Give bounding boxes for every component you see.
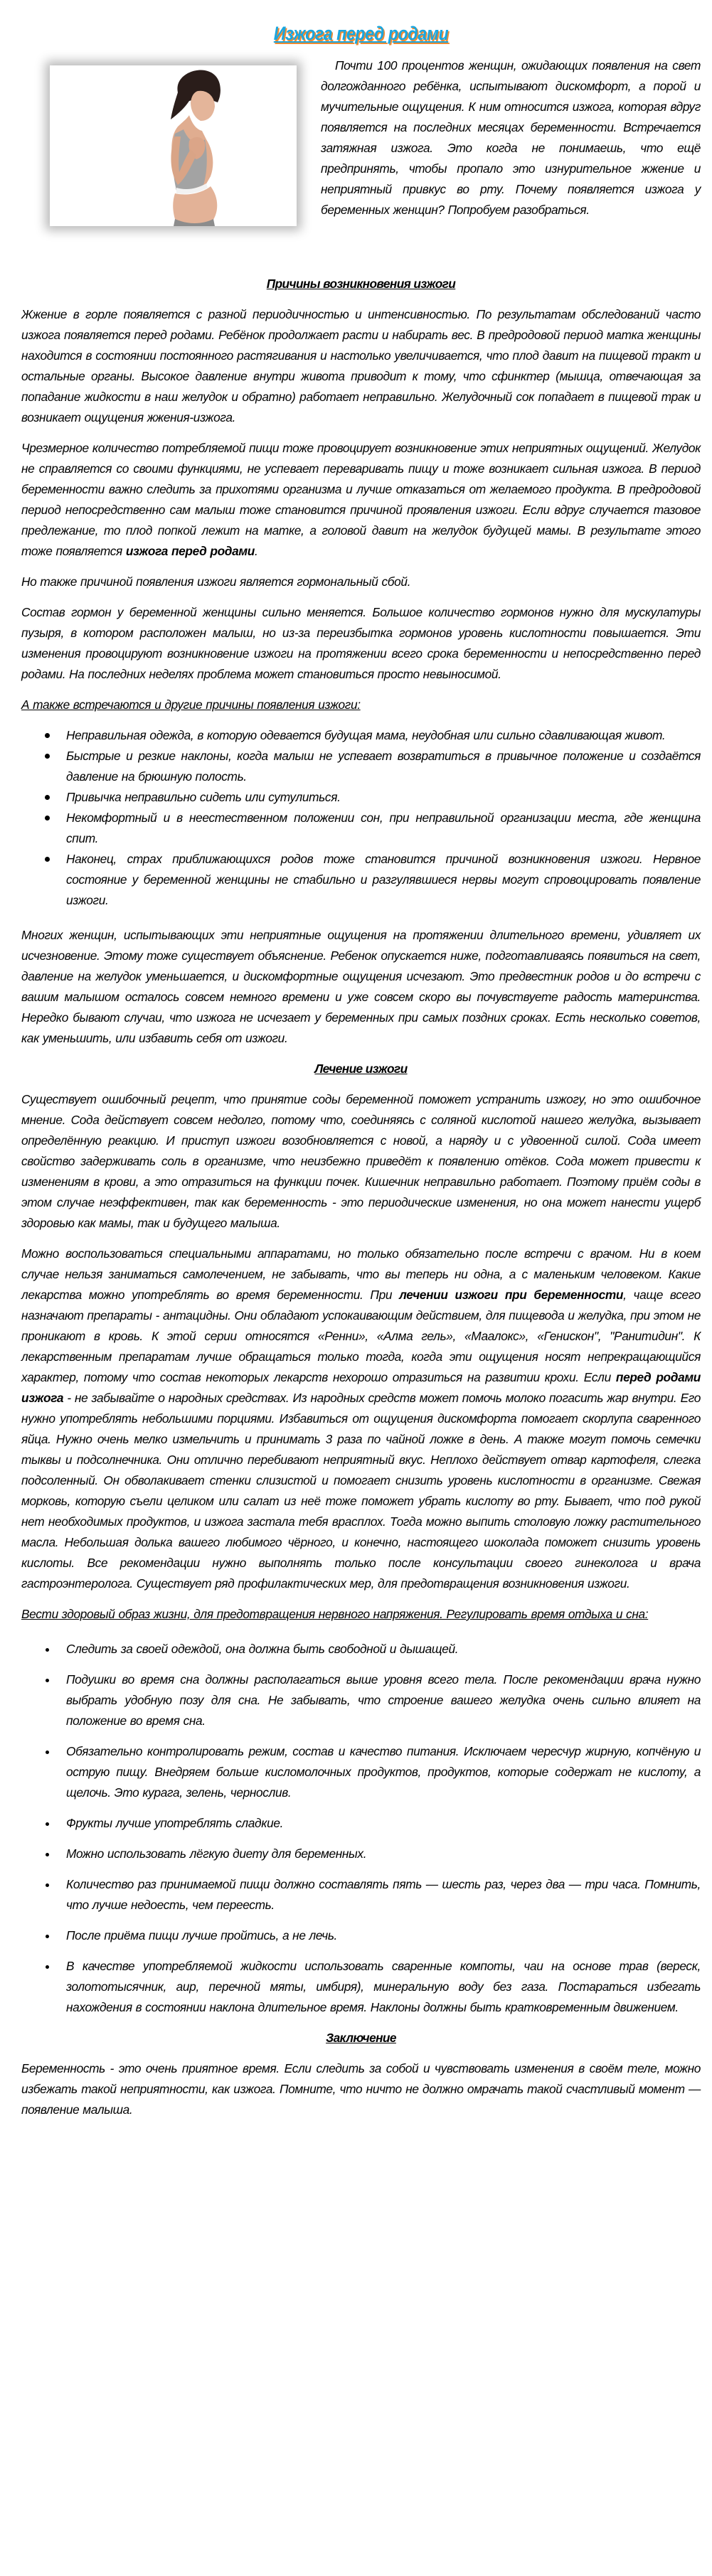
bullet-icon (45, 795, 50, 800)
bullet-icon (46, 1935, 49, 1938)
list-item-text: Неправильная одежда, в которую одевается будущая мама, неудобная или сильно сдавливающая живот. (66, 728, 666, 742)
list-item-text: Привычка неправильно сидеть или сутулиться. (66, 790, 341, 804)
bold-phrase: изжога перед родами (125, 544, 255, 558)
bullet-icon (46, 1822, 49, 1826)
pregnant-woman-photo (50, 65, 297, 226)
prevention-list (21, 1639, 701, 2018)
bullet-icon (46, 1648, 49, 1652)
list-item (21, 1639, 701, 1660)
heading-treatment: Лечение изжоги (314, 1062, 408, 1076)
list-item-text: В качестве употребляемой жидкости использовать сваренные компоты, чаи на основе трав (вереск, золототысячник, аир, перечной мяты, имбиря), минеральную воду без газа. Постараться избегать нахождения в состоянии наклона длительное время. Наклоны должны быть кратковременным движением. (66, 1959, 701, 2014)
list-item (21, 1925, 701, 1946)
bold-phrase: перед родами изжога (21, 1370, 701, 1405)
list-item-text: Количество раз принимаемой пищи должно составлять пять — шесть раз, через два — три часа. Помнить, что лучше недоесть, чем переесть. (66, 1877, 701, 1912)
causes-paragraph-2 (21, 438, 701, 562)
causes-paragraph-2-text: Чрезмерное количество потребляемой пищи тоже провоцирует возникновение этих неприятных ощущений. Желудок не справляется со своими функциями, не успевает переваривать пищу и тоже возникает сильная изжога. В период беременности важно следить за прихотями организма и лучше отказаться от желаемого продукта. В предродовой период непосредственно сам малыш тоже становится причиной проявления изжоги. Если вдруг случается тазовое предлежание, то плод попкой лежит на матке, а головой давит на желудок будущей мамы. В результате этого тоже появляется (21, 441, 701, 558)
causes-list-heading: А также встречаются и другие причины появления изжоги: (21, 698, 361, 712)
list-item (21, 746, 701, 787)
list-item-text: Подушки во время сна должны располагаться выше уровня всего тела. После рекомендации врача нужно выбрать удобную позу для сна. Не забывать, что строение вашего желудка очень сильно влияет на положение во время сна. (66, 1672, 701, 1728)
list-item-text: Быстрые и резкие наклоны, когда малыш не успевает возвратиться в привычное положение и создаётся давление на брюшную полость. (66, 749, 701, 784)
bullet-icon (45, 733, 50, 738)
list-item (21, 808, 701, 849)
conclusion-paragraph: Беременность - это очень приятное время. Если следить за собой и чувствовать изменения в своём теле, можно избежать такой неприятности, как изжога. Помните, что ничто не должно омрачать такой счастливый момент — появление малыша. (21, 2061, 701, 2117)
list-item (21, 1874, 701, 1915)
list-item-text: После приёма пищи лучше пройтись, а не лечь. (66, 1928, 338, 1942)
article-title: Изжога перед родами (273, 23, 449, 45)
causes-paragraph-3: Но также причиной появления изжоги является гормональный сбой. (21, 574, 411, 589)
list-item-text: Наконец, страх приближающихся родов тоже становится причиной возникновения изжоги. Нервное состояние у беременной женщины не стабильно и разгулявшиеся нервы могут спровоцировать появление изжоги. (66, 852, 701, 907)
causes-paragraph-5: Многих женщин, испытывающих эти неприятные ощущения на протяжении длительного времени, удивляет их исчезновение. Этому тоже существует объяснение. Ребенок опускается ниже, подготавливаясь появиться на свет, давление на желудок уменьшается, и дискомфортные ощущения исчезают. Это предвестник родов и до встречи с вашим малышом осталось совсем немного времени и уже совсем скоро вы почувствуете радость материнства. Нередко бывают случаи, что изжога не исчезает у беременных при самых поздних сроках. Есть несколько советов, как уменьшить, или избавить себя от изжоги. (21, 928, 701, 1045)
intro-paragraph: Почти 100 процентов женщин, ожидающих появления на свет долгожданного ребёнка, испытывают дискомфорт, а порой и мучительные ощущения. К ним относится изжога, которая вдруг появляется на последних месяцах беременности. Встречается затяжная изжога. Это когда не понимаешь, что ещё предпринять, чтобы пропало это изнурительное жжение и неприятный привкус во рту. Почему появляется изжога у беременных женщин? Попробуем разобраться. (321, 58, 701, 217)
list-item-text: Можно использовать лёгкую диету для беременных. (66, 1847, 367, 1861)
list-item-text: Фрукты лучше употреблять сладкие. (66, 1816, 284, 1830)
causes-paragraph-4: Состав гормон у беременной женщины сильно меняется. Большое количество гормонов нужно для мускулатуры пузыря, в котором расположен малыш, но из-за переизбытка гормонов уровень кислотности повышается. Эти изменения провоцируют возникновение изжоги на протяжении всего срока беременности и непосредственно перед родами. На последних неделях проблема может становиться просто невыносимой. (21, 605, 701, 681)
list-item (21, 1741, 701, 1803)
causes-list (21, 725, 701, 911)
bullet-icon (46, 1965, 49, 1969)
list-item (21, 725, 701, 746)
list-item (21, 1813, 701, 1834)
article-photo (50, 65, 297, 226)
treatment-paragraph-1: Существует ошибочный рецепт, что принятие соды беременной поможет устранить изжогу, но это ошибочное мнение. Сода действует совсем недолго, потому что, соединяясь с соляной кислотой нашего желудка, вызывает определённую реакцию. И приступ изжоги возобновляется с новой, а наряду и с удвоенной силой. Сода имеет свойство задерживать соль в организме, что неизбежно приведёт к появлению отёков. Сода может привести к изменениям в крови, а это отразиться на функции почек. Кишечник неправильно работает. Поэтому приём соды в этом случае неэффективен, так как беременность - это периодические изменения, но она может нанести ущерб здоровью как мамы, так и будущего малыша. (21, 1092, 701, 1230)
list-item (21, 1844, 701, 1864)
bold-phrase: лечении изжоги при беременности (399, 1288, 624, 1302)
list-item-text: Следить за своей одеждой, она должна быть свободной и дышащей. (66, 1642, 459, 1656)
list-item (21, 849, 701, 911)
treatment-paragraph-2-text-b: , чаще всего назначают препараты - антацидны. Они обладают успокаивающим действием, для пищевода и желудка, при этом не проникают в кровь. К этой серии относятся «Ренни», «Алма гель», «Маалокс», «Генискон", "Ранитидин". К лекарственным препаратам лучше обращаться только тогда, когда эти ощущения носят непрекращающийся характер, потому что состав некоторых лекарств нехорошо отразиться на развитии крохи. Если (21, 1288, 701, 1384)
list-item (21, 787, 701, 808)
bullet-icon (46, 1853, 49, 1856)
bullet-icon (46, 1679, 49, 1682)
list-item-text: Некомфортный и в неестественном положении сон, при неправильной организации места, где женщина спит. (66, 811, 701, 845)
bullet-icon (46, 1751, 49, 1754)
bullet-icon (45, 857, 50, 862)
list-item (21, 1956, 701, 2018)
prevention-list-heading: Вести здоровый образ жизни, для предотвращения нервного напряжения. Регулировать время отдыха и сна: (21, 1607, 649, 1621)
heading-conclusion: Заключение (326, 2031, 396, 2045)
treatment-paragraph-2-text-c: - не забывайте о народных средствах. Из народных средств может помочь молоко погасить жар внутри. Его нужно употреблять небольшими порциями. Избавиться от ощущения дискомфорта помогает скорлупа сваренного яйца. Нужно очень мелко измельчить и принимать 3 раза по чайной ложке в день. А также могут помочь семечки тыквы и подсолнечника. Они отлично перебивают неприятный вкус. Неплохо действует отвар картофеля, слегка подсоленный. Он обволакивает стенки слизистой и помогает снизить уровень кислотности в организме. Свежая морковь, которую съели целиком или салат из неё тоже поможет убрать кислоту во рту. Бывает, что под рукой нет необходимых продуктов, и изжога застала тебя врасплох. Тогда можно выпить столовую ложку растительного масла. Небольшая долька вашего любимого чёрного, и конечно, настоящего шоколада поможет снизить уровень кислоты. Все рекомендации нужно выполнять только после консультации своего гинеколога и врача гастроэнтеролога. Существует ряд профилактических мер, для предотвращения возникновения изжоги. (21, 1391, 701, 1591)
bullet-icon (45, 816, 50, 821)
list-item (21, 1669, 701, 1731)
period: . (255, 544, 258, 558)
bullet-icon (45, 754, 50, 759)
treatment-paragraph-2 (21, 1244, 701, 1594)
list-item-text: Обязательно контролировать режим, состав и качество питания. Исключаем чересчур жирную, копчёную и острую пищу. Внедряем больше кисломолочных продуктов, продуктов, которые содержат не кислоту, а щелочь. Это курага, зелень, чернослив. (66, 1744, 701, 1800)
heading-causes: Причины возникновения изжоги (266, 277, 456, 291)
causes-paragraph-1: Жжение в горле появляется с разной периодичностью и интенсивностью. По результатам обследований часто изжога появляется перед родами. Ребёнок продолжает расти и набирать вес. В предродовой период матка женщины находится в состоянии постоянного растягивания и настолько увеличивается, что плод давит на пищевой тракт и остальные органы. Высокое давление внутри живота приводит к тому, что сфинктер (мышца, отвечающая за попадание жидкости в наш желудок и обратно) работает неправильно. Желудочный сок попадает в пищевой трак и возникает ощущения жжения-изжога. (21, 307, 701, 424)
treatment-paragraph-2-text-a: Можно воспользоваться специальными аппаратами, но только обязательно после встречи с врачом. Ни в коем случае нельзя заниматься самолечением, не забывать, что вы теперь ни одна, а с маленьким человеком. Какие лекарства можно употреблять во время беременности. При (21, 1246, 701, 1302)
bullet-icon (46, 1883, 49, 1887)
article-body (21, 274, 701, 2130)
